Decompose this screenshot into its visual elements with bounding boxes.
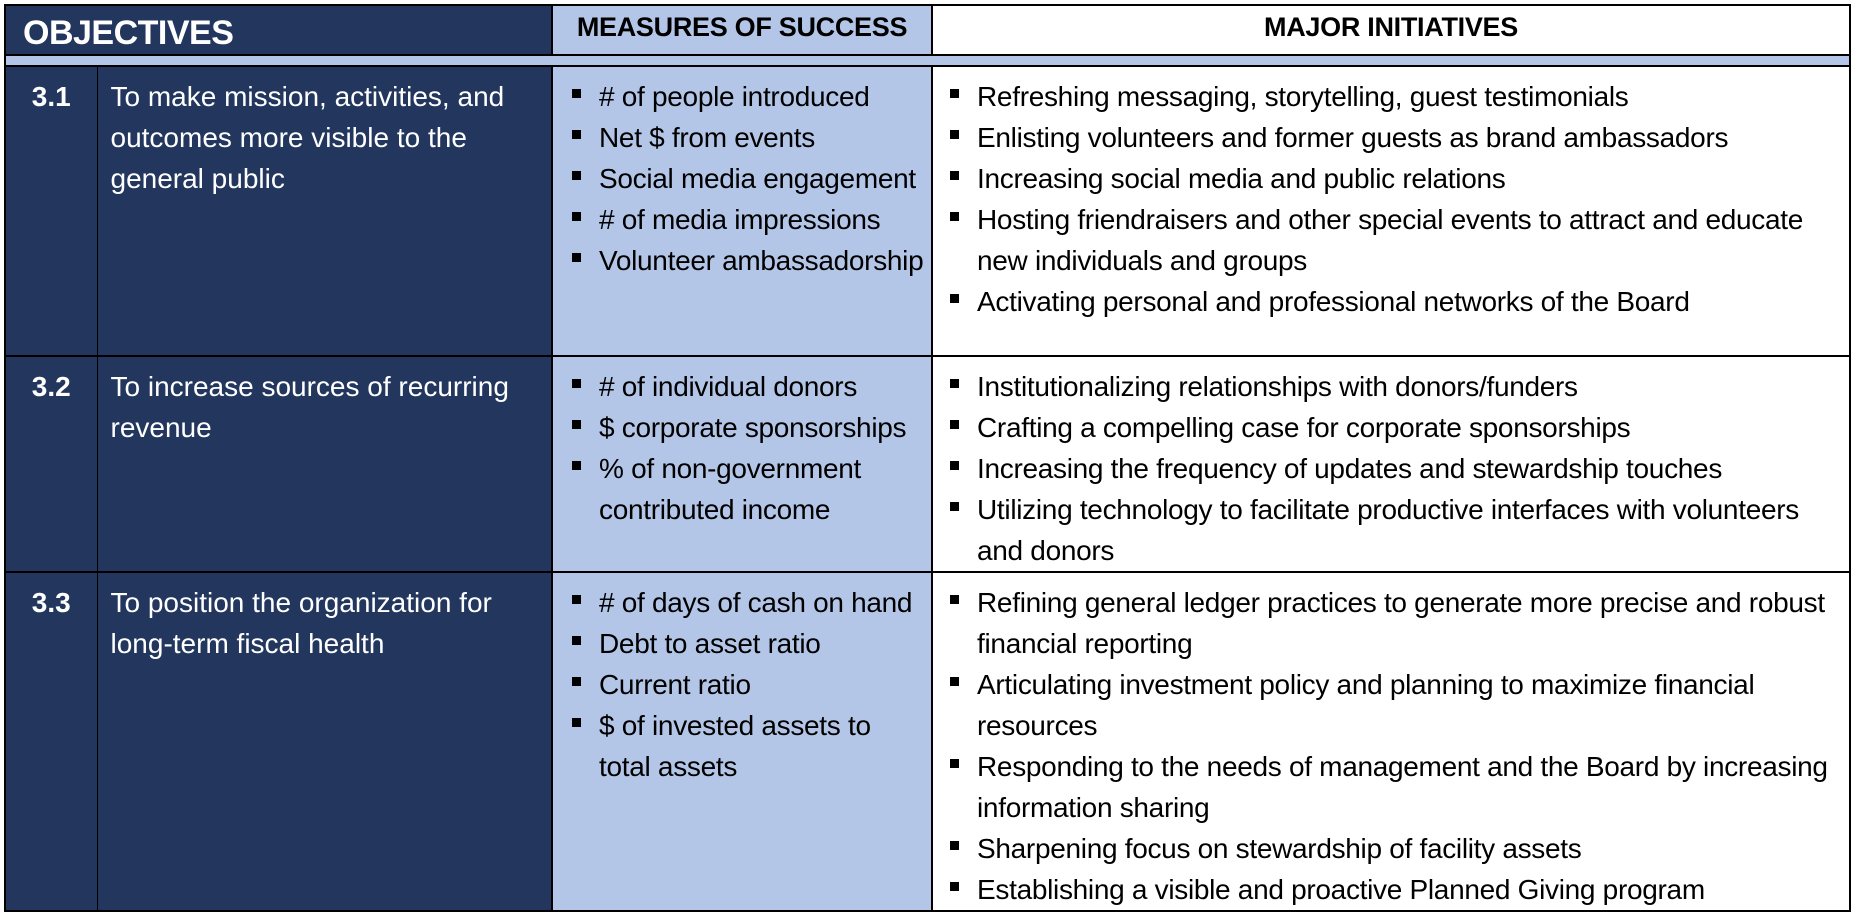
bullet-icon (572, 677, 581, 686)
objective-text: To make mission, activities, and outcomes more visible to the general public (97, 66, 552, 356)
strategic-plan-table (4, 4, 1851, 912)
measure-item: $ corporate sponsorships (553, 407, 925, 448)
bullet-icon (572, 420, 581, 429)
measure-item: Social media engagement (553, 158, 925, 199)
bullet-icon (950, 89, 959, 98)
bullet-icon (572, 379, 581, 388)
initiative-item: Increasing the frequency of updates and stewardship touches (933, 448, 1845, 489)
initiative-item: Utilizing technology to facilitate productive interfaces with volunteers and donors (933, 489, 1845, 571)
bullet-icon (950, 420, 959, 429)
measure-item: Volunteer ambassadorship (553, 240, 925, 281)
initiative-item: Increasing social media and public relations (933, 158, 1845, 199)
initiatives-cell (932, 356, 1850, 572)
measure-item: Net $ from events (553, 117, 925, 158)
bullet-icon (572, 636, 581, 645)
bullet-icon (950, 502, 959, 511)
bullet-icon (572, 595, 581, 604)
table-row (5, 356, 1850, 572)
bullet-icon (572, 212, 581, 221)
measure-item: Current ratio (553, 664, 925, 705)
measures-header: MEASURES OF SUCCESS (552, 5, 932, 55)
initiative-item: Refreshing messaging, storytelling, guest testimonials (933, 76, 1845, 117)
measure-item: % of non-government contributed income (553, 448, 925, 530)
header-divider (5, 55, 1850, 66)
bullet-icon (950, 294, 959, 303)
bullet-icon (572, 130, 581, 139)
initiative-item: Enlisting volunteers and former guests as brand ambassadors (933, 117, 1845, 158)
objective-number: 3.3 (5, 572, 97, 911)
initiative-item: Articulating investment policy and planning to maximize financial resources (933, 664, 1845, 746)
initiative-item: Refining general ledger practices to generate more precise and robust financial reporting (933, 582, 1845, 664)
objective-text: To increase sources of recurring revenue (97, 356, 552, 572)
bullet-icon (950, 841, 959, 850)
measures-cell (552, 356, 932, 572)
measure-item: # of individual donors (553, 366, 925, 407)
bullet-icon (572, 253, 581, 262)
measure-item: # of days of cash on hand (553, 582, 925, 623)
measure-item: # of media impressions (553, 199, 925, 240)
bullet-icon (950, 212, 959, 221)
initiatives-cell (932, 572, 1850, 911)
initiative-item: Establishing a visible and proactive Planned Giving program (933, 869, 1845, 910)
initiatives-cell (932, 66, 1850, 356)
measures-cell (552, 66, 932, 356)
bullet-icon (572, 718, 581, 727)
bullet-icon (572, 461, 581, 470)
measure-item: Debt to asset ratio (553, 623, 925, 664)
measure-item: $ of invested assets to total assets (553, 705, 925, 787)
initiative-item: Institutionalizing relationships with donors/funders (933, 366, 1845, 407)
bullet-icon (572, 89, 581, 98)
table-row (5, 66, 1850, 356)
objective-text: To position the organization for long-term fiscal health (97, 572, 552, 911)
bullet-icon (950, 130, 959, 139)
bullet-icon (950, 882, 959, 891)
objective-number: 3.2 (5, 356, 97, 572)
objective-number: 3.1 (5, 66, 97, 356)
bullet-icon (950, 595, 959, 604)
objectives-header: OBJECTIVES (5, 5, 552, 55)
measure-item: # of people introduced (553, 76, 925, 117)
initiative-item: Hosting friendraisers and other special events to attract and educate new individuals and groups (933, 199, 1845, 281)
header-row (5, 5, 1850, 55)
initiative-item: Activating personal and professional networks of the Board (933, 281, 1845, 322)
table-row (5, 572, 1850, 911)
initiatives-header: MAJOR INITIATIVES (932, 5, 1850, 55)
measures-cell (552, 572, 932, 911)
bullet-icon (950, 461, 959, 470)
initiative-item: Responding to the needs of management and the Board by increasing information sharing (933, 746, 1845, 828)
initiative-item: Sharpening focus on stewardship of facility assets (933, 828, 1845, 869)
initiative-item: Crafting a compelling case for corporate sponsorships (933, 407, 1845, 448)
bullet-icon (950, 379, 959, 388)
bullet-icon (950, 171, 959, 180)
bullet-icon (950, 677, 959, 686)
bullet-icon (572, 171, 581, 180)
bullet-icon (950, 759, 959, 768)
